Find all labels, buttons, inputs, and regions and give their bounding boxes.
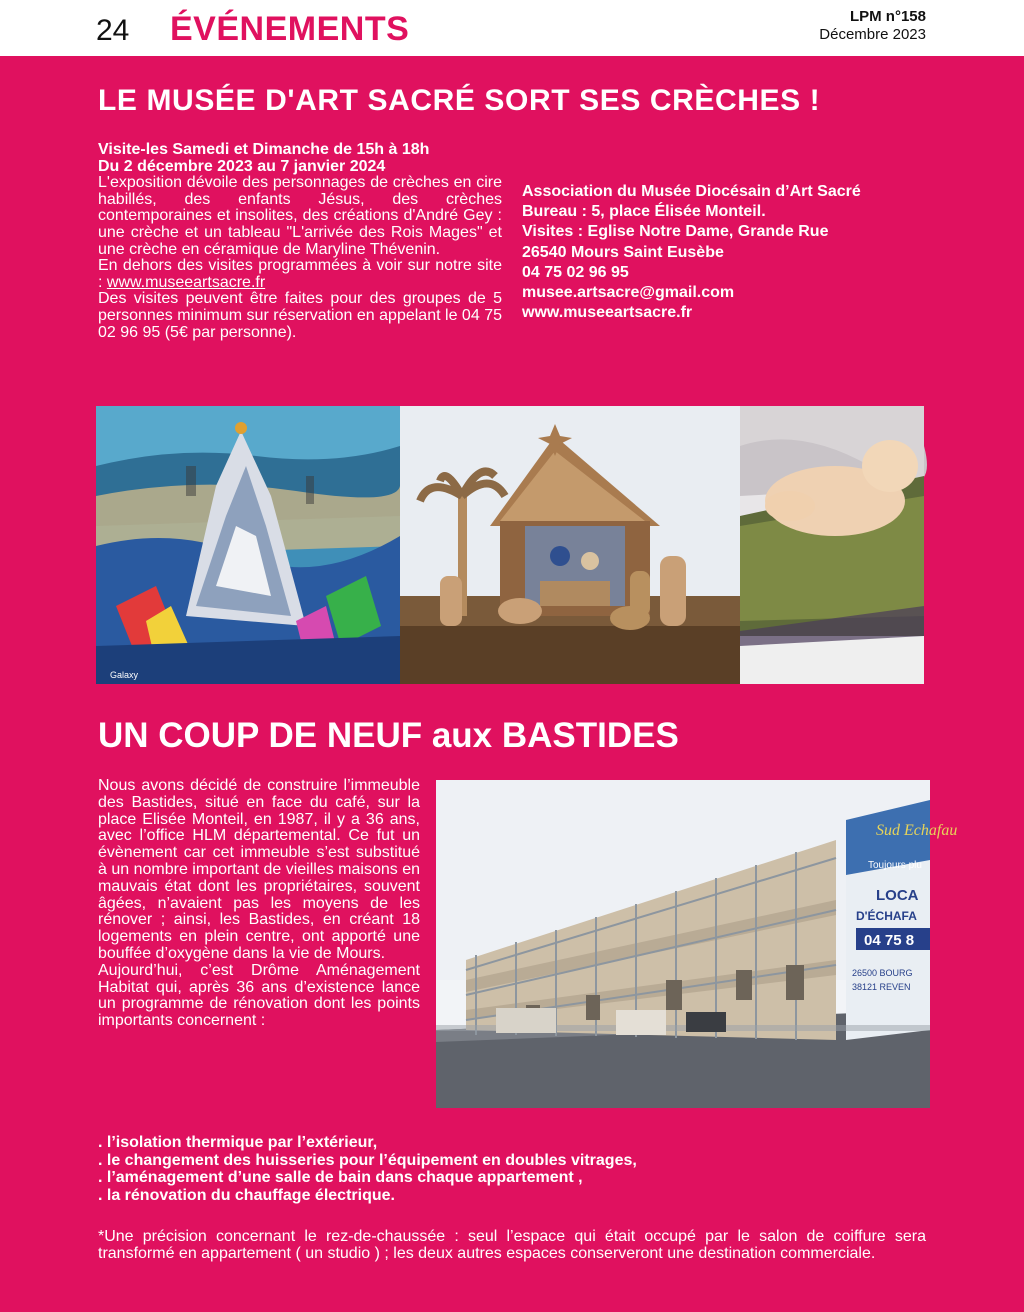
creche-photo-strip bbox=[96, 406, 924, 684]
postal-city: 26540 Mours Saint Eusèbe bbox=[522, 243, 724, 261]
page-header bbox=[0, 0, 1024, 56]
issue-info bbox=[819, 8, 926, 44]
banner-loca: LOCA bbox=[876, 887, 919, 904]
wooden-creche-image bbox=[400, 406, 740, 684]
renovation-intro: Aujourd’hui, c’est Drôme Aménagement Habitat qui, après 36 ans d’existence lance un programme de rénovation dont les points importants concernent : bbox=[98, 961, 420, 1030]
banner-tagline: Toujours plu bbox=[868, 860, 922, 871]
painting-photo bbox=[96, 406, 400, 684]
website-prefix: En dehors des visites programmées à voir sur notre site : bbox=[98, 257, 502, 291]
issue-date: Décembre 2023 bbox=[819, 26, 926, 43]
building-scaffolding-photo bbox=[436, 780, 958, 1108]
wooden-creche-photo bbox=[400, 406, 740, 684]
renovation-points bbox=[98, 1134, 637, 1204]
painting-image bbox=[96, 406, 400, 684]
banner-echafa: D'ÉCHAFA bbox=[856, 909, 917, 923]
contact-block bbox=[522, 182, 861, 323]
contact-phone: 04 75 02 96 95 bbox=[522, 263, 629, 281]
exhibition-description: L'exposition dévoile des personnages de crèches en cire habillés, des enfants Jésus, des crèches contemporaines et insolites, des créations d'André Gey : une crèche et un tableau "L'arrivée des Rois Mages" et une crèche en céramique de Maryline Thévenin. bbox=[98, 174, 502, 258]
visit-schedule: Visite-les Samedi et Dimanche de 15h à 18h bbox=[98, 141, 430, 158]
banner-city2: 38121 REVEN bbox=[852, 982, 911, 992]
group-visits-paragraph: Des visites peuvent être faites pour des groupes de 5 personnes minimum sur réservation en appelant le 04 75 02 96 95 (5€ par personne). bbox=[98, 290, 502, 341]
article2-body bbox=[98, 778, 420, 1030]
baby-jesus-photo bbox=[740, 406, 924, 684]
renovation-point: . l’aménagement d’une salle de bain dans chaque appartement , bbox=[98, 1169, 583, 1187]
visit-dates: Du 2 décembre 2023 au 7 janvier 2024 bbox=[98, 157, 386, 175]
banner-city1: 26500 BOURG bbox=[852, 968, 913, 978]
renovation-point: . l’isolation thermique par l’extérieur, bbox=[98, 1134, 378, 1151]
baby-jesus-image bbox=[740, 406, 924, 684]
banner-brand: Sud Echafau bbox=[876, 822, 958, 839]
issue-number: LPM n°158 bbox=[849, 8, 926, 25]
article1-title: LE MUSÉE D'ART SACRÉ SORT SES CRÈCHES ! bbox=[98, 84, 821, 117]
section-title: ÉVÉNEMENTS bbox=[170, 10, 410, 48]
article1-body bbox=[98, 142, 502, 341]
website-link[interactable]: www.museeartsacre.fr bbox=[106, 273, 266, 291]
website-paragraph bbox=[98, 258, 502, 291]
painting-signature: Galaxy bbox=[110, 670, 139, 680]
footnote: *Une précision concernant le rez-de-chaussée : seul l’espace qui était occupé par le salon de coiffure sera transformé en appartement ( un studio ) ; les deux autres espaces conserveront une destination commerciale. bbox=[98, 1228, 926, 1262]
contact-email[interactable]: musee.artsacre@gmail.com bbox=[522, 284, 735, 302]
visit-address: Visites : Eglise Notre Dame, Grande Rue bbox=[522, 223, 829, 241]
banner-phone: 04 75 8 bbox=[864, 932, 915, 949]
association-name: Association du Musée Diocésain d’Art Sacré bbox=[522, 183, 861, 200]
article2-title: UN COUP DE NEUF aux BASTIDES bbox=[98, 716, 679, 755]
renovation-point: . la rénovation du chauffage électrique. bbox=[98, 1186, 395, 1204]
bastides-history: Nous avons décidé de construire l’immeuble des Bastides, situé en face du café, sur la place Elisée Monteil, en 1987, il y a 36 ans, avec l’office HLM départemental. Ce fut un évènement car cet immeuble s’est substitué à un nombre important de vieilles maisons en mauvais état dont les propriétaires, souvent âgées, n’avaient pas les moyens de les rénover ; ainsi, les Bastides, en créant 18 logements en plein centre, ont apporté une bouffée d’oxygène dans la vie de Mours. bbox=[98, 777, 420, 962]
office-address: Bureau : 5, place Élisée Monteil. bbox=[522, 203, 766, 221]
renovation-point: . le changement des huisseries pour l’équipement en doubles vitrages, bbox=[98, 1151, 637, 1169]
contact-website[interactable]: www.museeartsacre.fr bbox=[522, 304, 693, 322]
page-number: 24 bbox=[96, 14, 130, 47]
building-image bbox=[436, 780, 958, 1108]
